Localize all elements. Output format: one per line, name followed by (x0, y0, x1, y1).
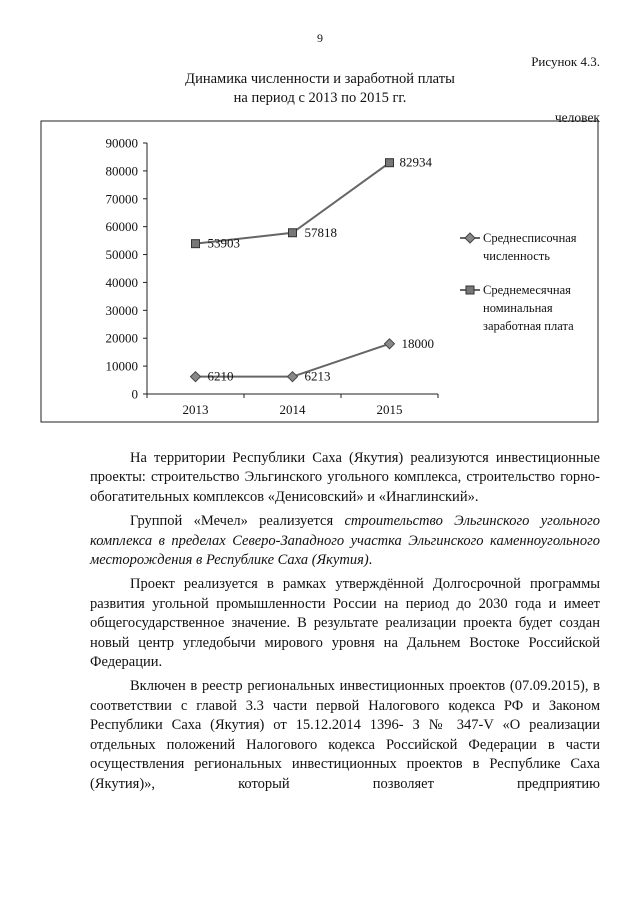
legend-label: Среднесписочная (483, 231, 577, 245)
data-label: 6210 (207, 368, 234, 384)
y-tick-label: 10000 (105, 358, 138, 374)
paragraph-3: Проект реализуется в рамках утверждённой Долгосрочной программы развития угольной промышленности России на период до 2030 года и имеет общегосударственное значение. В результате реализации проекта будет создан новый центр угледобычи мирового уровня на Дальнем Востоке Российской Федерации. (90, 576, 600, 671)
chart-title-line-1: Динамика численности и заработной платы (185, 71, 455, 87)
data-point (385, 339, 395, 349)
document-body (90, 449, 600, 799)
data-point (289, 229, 297, 237)
legend-marker (465, 233, 475, 243)
paragraph-2 (90, 512, 600, 570)
data-point (288, 372, 298, 382)
x-tick-label: 2015 (376, 402, 403, 417)
paragraph-4: Включен в реестр региональных инвестиционных проектов (07.09.2015), в соответствии с главой 3.3 части первой Налогового кодекса РФ и Законом Республики Саха (Якутия) от 15.12.2014 1396- З № 347-V «О реализации отдельных положений Налогового кодекса Российской Федерации в части осуществления региональных инвестиционных проектов в Республике Саха (Якутия)», который позволяет предприятию (90, 678, 600, 792)
y-tick-label: 60000 (105, 219, 138, 235)
data-label: 53903 (207, 235, 240, 251)
data-label: 6213 (304, 368, 331, 384)
data-point (192, 240, 200, 248)
legend-label: численность (483, 249, 550, 263)
y-tick-label: 70000 (105, 191, 138, 207)
chart-title-line-2: на период с 2013 по 2015 гг. (233, 90, 407, 106)
legend-label: номинальная (483, 301, 553, 315)
data-label: 18000 (401, 335, 434, 351)
unit-label: человек (554, 110, 600, 125)
legend-label: Среднемесячная (483, 283, 571, 297)
x-tick-label: 2013 (182, 402, 209, 417)
y-tick-label: 50000 (105, 247, 138, 263)
y-tick-label: 90000 (105, 135, 138, 151)
data-point (191, 372, 201, 382)
paragraph-1: На территории Республики Саха (Якутия) реализуются инвестиционные проекты: строительство Эльгинского угольного комплекса, строительство горно-обогатительных комплексов «Денисовский» и «Инаглинский». (90, 450, 600, 505)
y-tick-label: 30000 (105, 302, 138, 318)
chart-title (0, 70, 640, 108)
y-tick-label: 0 (131, 386, 138, 402)
legend-label: заработная плата (483, 319, 574, 333)
legend-marker (466, 286, 474, 294)
paragraph-2-lead: Группой «Мечел» реализуется (130, 513, 345, 530)
page-number: 9 (317, 31, 323, 45)
line-chart (40, 120, 600, 425)
paragraph-2-italic: строительство Эльгинского угольного комплекса в пределах Северо-Западного участка Эльгинского каменноугольного месторождения в Республике Саха (Якутия) (90, 513, 600, 569)
data-label: 82934 (399, 154, 432, 170)
y-tick-label: 20000 (105, 330, 138, 346)
data-label: 57818 (304, 224, 337, 240)
y-tick-label: 40000 (105, 274, 138, 290)
data-point (386, 159, 394, 167)
y-tick-label: 80000 (105, 163, 138, 179)
figure-label: Рисунок 4.3. (531, 54, 600, 69)
paragraph-2-end: . (368, 552, 373, 569)
x-tick-label: 2014 (279, 402, 306, 417)
